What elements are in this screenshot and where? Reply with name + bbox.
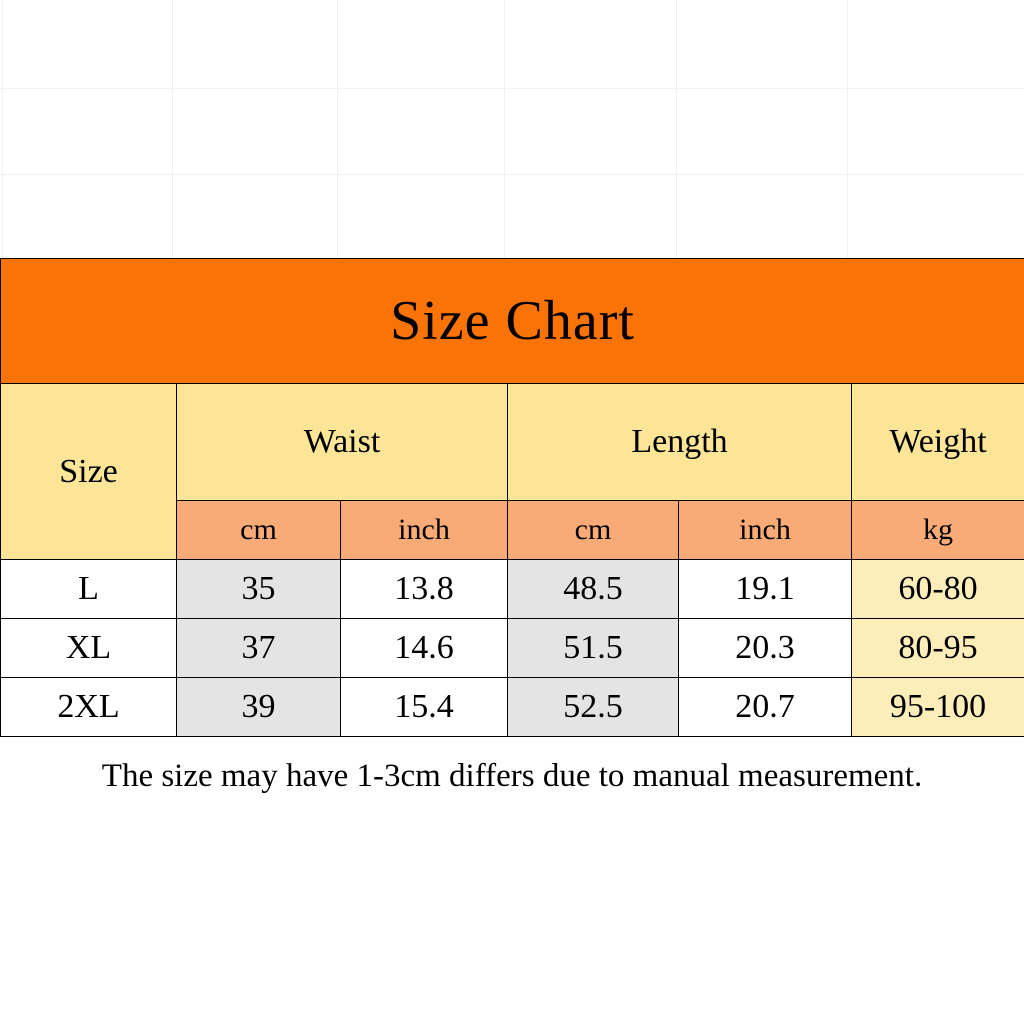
grid-hairline [676, 0, 677, 258]
grid-hairline [0, 174, 1024, 175]
cell-waist-cm: 37 [177, 619, 341, 678]
table-row [1, 678, 1024, 737]
header-waist: Waist [177, 384, 508, 501]
cell-length-cm: 48.5 [508, 560, 679, 619]
unit-waist-cm: cm [177, 501, 341, 560]
cell-length-inch: 20.3 [679, 619, 852, 678]
cell-weight-kg: 95-100 [852, 678, 1024, 737]
chart-title-row [1, 259, 1024, 384]
grid-hairline [2, 0, 3, 258]
cell-length-inch: 19.1 [679, 560, 852, 619]
grid-hairline [847, 0, 848, 258]
cell-length-inch: 20.7 [679, 678, 852, 737]
unit-length-cm: cm [508, 501, 679, 560]
cell-waist-cm: 39 [177, 678, 341, 737]
size-chart-container [0, 258, 1024, 808]
grid-hairline [504, 0, 505, 258]
header-weight: Weight [852, 384, 1024, 501]
unit-waist-inch: inch [341, 501, 508, 560]
unit-weight-kg: kg [852, 501, 1024, 560]
table-row [1, 619, 1024, 678]
unit-length-inch: inch [679, 501, 852, 560]
cell-weight-kg: 80-95 [852, 619, 1024, 678]
chart-title: Size Chart [1, 259, 1024, 384]
group-header-row [1, 384, 1024, 501]
row-size-label: L [1, 560, 177, 619]
cell-weight-kg: 60-80 [852, 560, 1024, 619]
cell-waist-inch: 14.6 [341, 619, 508, 678]
grid-hairline [172, 0, 173, 258]
table-row [1, 560, 1024, 619]
cell-length-cm: 52.5 [508, 678, 679, 737]
header-length: Length [508, 384, 852, 501]
cell-length-cm: 51.5 [508, 619, 679, 678]
header-size: Size [1, 384, 177, 560]
measurement-footnote: The size may have 1-3cm differs due to manual measurement. [101, 758, 923, 794]
row-size-label: 2XL [1, 678, 177, 737]
grid-hairline [0, 88, 1024, 89]
cell-waist-inch: 15.4 [341, 678, 508, 737]
grid-hairline [337, 0, 338, 258]
cell-waist-inch: 13.8 [341, 560, 508, 619]
cell-waist-cm: 35 [177, 560, 341, 619]
size-chart-table [0, 258, 1024, 737]
row-size-label: XL [1, 619, 177, 678]
